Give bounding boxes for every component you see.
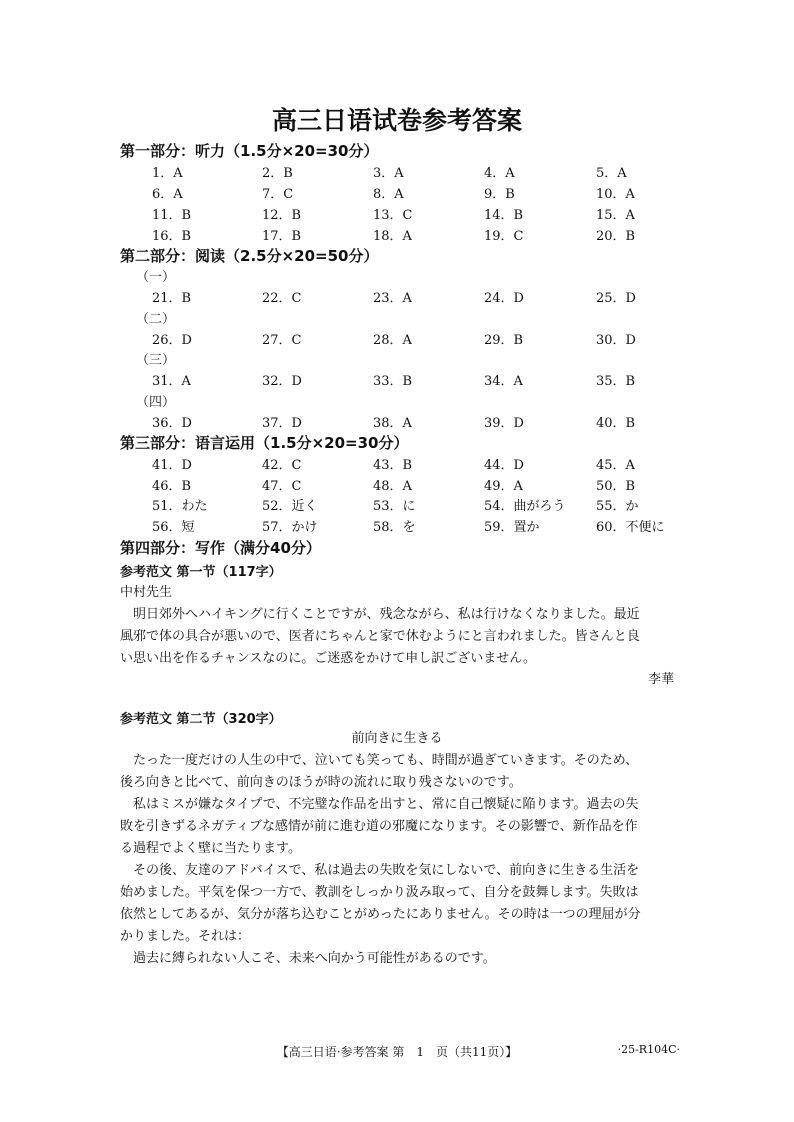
answer-39: 39．D [484,416,524,431]
essay1-label: 参考范文 第一节（117字） [120,565,282,580]
essay2-title: 前向きに生きる [351,731,443,746]
answer-7: 7．C [262,187,294,202]
answer-29: 29．B [484,333,524,348]
answer-42: 42．C [262,458,302,473]
essay1-signature: 李華 [647,672,674,687]
answer-10: 10．A [596,187,635,202]
group-label: （四） [136,395,176,410]
essay2-line: 敗を引きずるネガティブな感情が前に進む道の邪魔になります。その影響で、新作品を作 [120,819,638,834]
paper-code: ·25-R104C· [617,1043,680,1056]
answer-row [0,454,794,472]
answer-50: 50．B [596,479,636,494]
answer-47: 47．C [262,479,302,494]
answer-43: 43．B [373,458,413,473]
answer-row [0,495,794,513]
answer-31: 31．A [152,374,191,389]
answer-17: 17．B [262,229,302,244]
answer-48: 48．A [373,479,412,494]
answer-28: 28．A [373,333,412,348]
answer-46: 46．B [152,479,192,494]
part3-heading: 第三部分：语言运用（1.5分×20=30分） [120,434,409,452]
answer-33: 33．B [373,374,413,389]
answer-row [0,225,794,243]
answer-55: 55．か [596,499,639,514]
group-label: （二） [136,312,176,327]
answer-35: 35．B [596,374,636,389]
answer-row [0,162,794,180]
answer-53: 53．に [373,499,416,514]
answer-44: 44．D [484,458,524,473]
essay1-addressee: 中村先生 [120,585,173,600]
essay2-line: 後ろ向きと比べて、前向きのほうが時の流れに取り残さないのです。 [120,775,522,790]
part4-heading: 第四部分：写作（满分40分） [120,539,321,557]
part1-heading: 第一部分：听力（1.5分×20=30分） [120,142,379,160]
essay2-line: る過程でよく壁に当たります。 [120,841,301,856]
answer-row [0,516,794,534]
essay2-label: 参考范文 第二节（320字） [120,712,282,727]
answer-19: 19．C [484,229,524,244]
answer-22: 22．C [262,291,302,306]
essay2-line: たった一度だけの人生の中で、泣いても笑っても、時間が過ぎていきます。そのため、 [120,753,639,768]
answer-58: 58．を [373,520,416,535]
answer-2: 2．B [262,166,293,181]
answer-59: 59．置か [484,520,540,535]
essay2-line: 過去に縛られない人こそ、未来へ向かう可能性があるのです。 [120,951,496,966]
answer-15: 15．A [596,208,635,223]
answer-13: 13．C [373,208,413,223]
answer-49: 49．A [484,479,523,494]
answer-54: 54．曲がろう [484,499,566,514]
answer-38: 38．A [373,416,412,431]
answer-60: 60．不便に [596,520,665,535]
essay1-line: い思い出を作るチャンスなのに。ご迷惑をかけて申し訳ございません。 [120,651,537,666]
answer-4: 4．A [484,166,515,181]
essay2-line: 私はミスが嫌なタイプで、不完璧な作品を出すと、常に自己懐疑に陥ります。過去の失 [120,797,639,812]
answer-32: 32．D [262,374,302,389]
essay2-line: 始めました。平気を保つ一方で、教訓をしっかり汲み取って、自分を鼓舞します。失敗は [120,885,639,900]
answer-row [0,287,794,305]
answer-45: 45．A [596,458,635,473]
answer-row [0,204,794,222]
answer-1: 1．A [152,166,183,181]
answer-26: 26．D [152,333,192,348]
essay2-line: 依然としてあるが、気分が落ち込むことがめったにありません。その時は一つの理屈が分 [120,907,641,922]
answer-27: 27．C [262,333,302,348]
answer-56: 56．短 [152,520,195,535]
answer-41: 41．D [152,458,192,473]
answer-34: 34．A [484,374,523,389]
essay2-line: かりました。それは： [120,929,251,944]
answer-30: 30．D [596,333,636,348]
answer-5: 5．A [596,166,627,181]
answer-6: 6．A [152,187,183,202]
answer-51: 51．わた [152,499,208,514]
essay1-line: 明日郊外へハイキングに行くことですが、残念ながら、私は行けなくなりました。最近 [120,607,640,622]
answer-9: 9．B [484,187,515,202]
essay1-line: 風邪で体の具合が悪いので、医者にちゃんと家で休むようにと言われました。皆さんと良 [120,629,640,644]
answer-16: 16．B [152,229,192,244]
answer-row [0,370,794,388]
answer-8: 8．A [373,187,404,202]
answer-57: 57．かけ [262,520,318,535]
page-footer: 【高三日语·参考答案 第 1 页（共11页）】 [276,1045,518,1059]
answer-3: 3．A [373,166,404,181]
answer-row [0,412,794,430]
answer-20: 20．B [596,229,636,244]
answer-36: 36．D [152,416,192,431]
answer-24: 24．D [484,291,524,306]
answer-40: 40．B [596,416,636,431]
answer-23: 23．A [373,291,412,306]
answer-14: 14．B [484,208,524,223]
essay2-line: その後、友達のアドバイスで、私は過去の失敗を気にしないで、前向きに生きる生活を [120,863,640,878]
answer-row [0,475,794,493]
answer-row [0,329,794,347]
answer-21: 21．B [152,291,192,306]
page-title: 高三日语试卷参考答案 [271,106,522,135]
answer-11: 11．B [152,208,192,223]
answer-row [0,183,794,201]
answer-52: 52．近く [262,499,318,514]
answer-25: 25．D [596,291,636,306]
answer-18: 18．A [373,229,412,244]
answer-12: 12．B [262,208,302,223]
part2-heading: 第二部分：阅读（2.5分×20=50分） [120,247,379,265]
group-label: （一） [136,270,176,285]
answer-37: 37．D [262,416,302,431]
group-label: （三） [136,353,176,368]
